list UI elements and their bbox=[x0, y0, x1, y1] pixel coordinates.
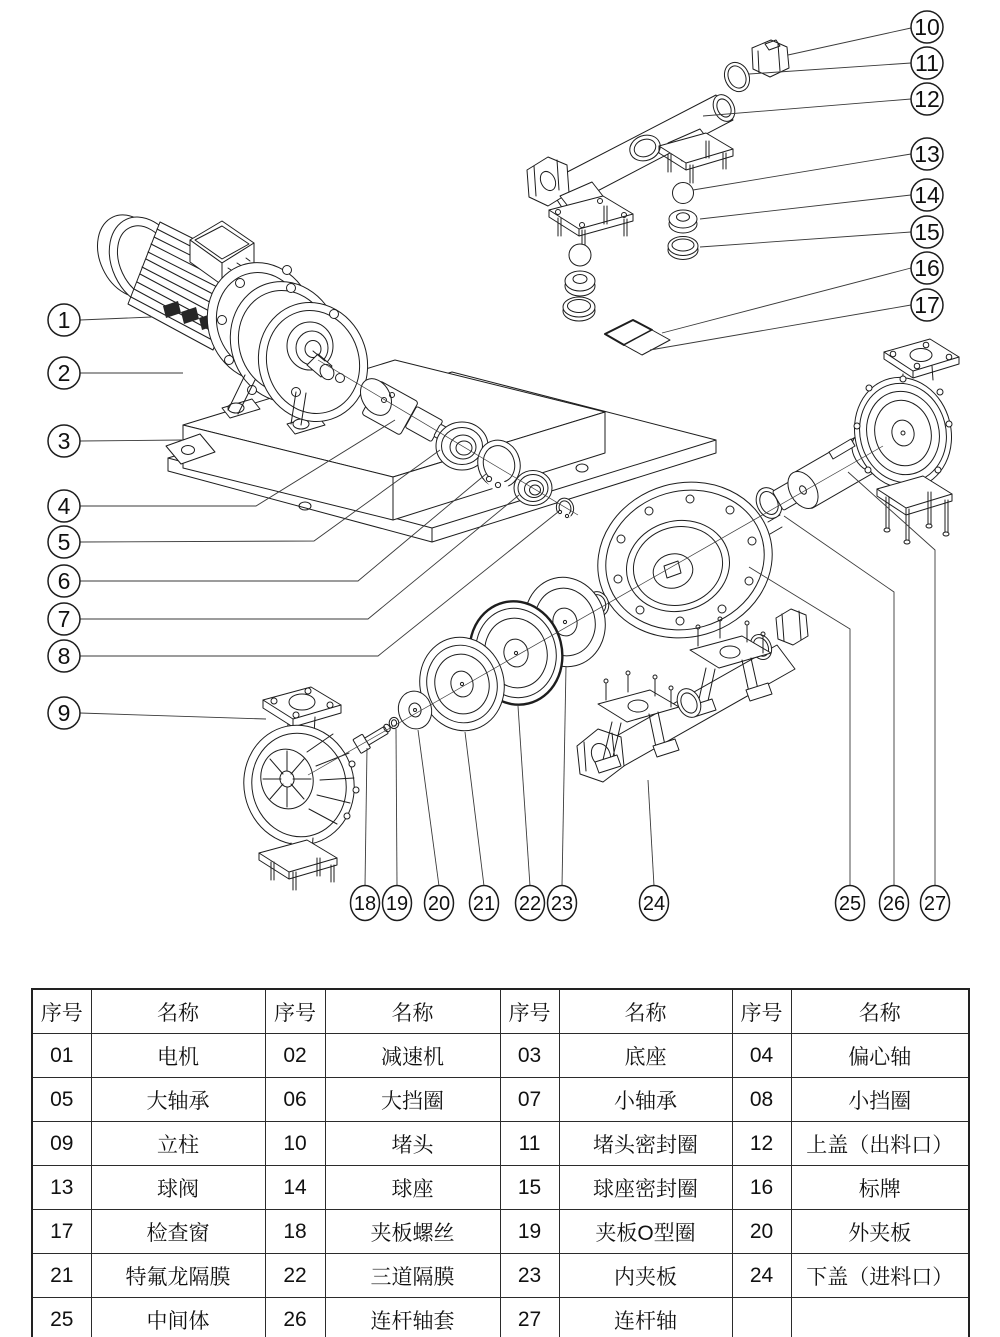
callout-18-label: 18 bbox=[353, 893, 377, 915]
part-name: 连杆轴 bbox=[559, 1298, 732, 1337]
part-name: 减速机 bbox=[325, 1034, 500, 1078]
callout-7-label: 7 bbox=[57, 606, 71, 632]
part-number: 17 bbox=[32, 1210, 91, 1254]
callout-9 bbox=[48, 697, 80, 729]
callout-13-label: 13 bbox=[914, 141, 940, 167]
part-number: 03 bbox=[500, 1034, 559, 1078]
callout-9-label: 9 bbox=[57, 700, 71, 726]
table-row bbox=[32, 1254, 969, 1298]
table-row bbox=[32, 1210, 969, 1254]
part-number: 23 bbox=[500, 1254, 559, 1298]
part-name: 连杆轴套 bbox=[325, 1298, 500, 1337]
table-row bbox=[32, 1298, 969, 1337]
callout-6 bbox=[48, 565, 80, 597]
callout-4-label: 4 bbox=[57, 493, 71, 519]
part-name: 下盖（进料口） bbox=[791, 1254, 969, 1298]
part-name: 大轴承 bbox=[91, 1078, 265, 1122]
part-name: 标牌 bbox=[791, 1166, 969, 1210]
ball-seat-right-drawing bbox=[669, 210, 697, 233]
part-name: 中间体 bbox=[91, 1298, 265, 1337]
part-name: 堵头密封圈 bbox=[559, 1122, 732, 1166]
callout-1-label: 1 bbox=[57, 307, 71, 333]
callout-22 bbox=[516, 886, 545, 921]
col-header-number: 序号 bbox=[265, 989, 325, 1034]
col-header-number: 序号 bbox=[732, 989, 791, 1034]
part-number: 16 bbox=[732, 1166, 791, 1210]
part-name: 底座 bbox=[559, 1034, 732, 1078]
seat-seal-right-drawing bbox=[668, 237, 698, 260]
part-number: 07 bbox=[500, 1078, 559, 1122]
part-name: 偏心轴 bbox=[791, 1034, 969, 1078]
part-number: 27 bbox=[500, 1298, 559, 1337]
small-retaining-ring-drawing bbox=[554, 496, 576, 520]
part-number: 09 bbox=[32, 1122, 91, 1166]
callout-22-label: 22 bbox=[518, 893, 542, 915]
callout-13 bbox=[911, 138, 943, 170]
callout-16-label: 16 bbox=[914, 255, 940, 281]
callout-10-label: 10 bbox=[914, 14, 940, 40]
callout-11-label: 11 bbox=[915, 50, 939, 76]
callout-19-label: 19 bbox=[385, 893, 409, 915]
callout-11 bbox=[911, 47, 943, 79]
table-row bbox=[32, 1122, 969, 1166]
part-name: 电机 bbox=[91, 1034, 265, 1078]
part-name: 夹板螺丝 bbox=[325, 1210, 500, 1254]
part-name: 小轴承 bbox=[559, 1078, 732, 1122]
ball-valve-right-drawing bbox=[673, 183, 694, 204]
part-name: 堵头 bbox=[325, 1122, 500, 1166]
callout-19 bbox=[383, 886, 412, 921]
callout-1 bbox=[48, 304, 80, 336]
right-pump-head-drawing bbox=[843, 339, 963, 544]
part-number: 25 bbox=[32, 1298, 91, 1337]
callout-23 bbox=[548, 886, 577, 921]
part-number: 26 bbox=[265, 1298, 325, 1337]
left-pump-head-drawing bbox=[233, 687, 366, 890]
callout-24-label: 24 bbox=[642, 893, 666, 915]
seat-seal-left-drawing bbox=[563, 297, 595, 321]
col-header-name: 名称 bbox=[325, 989, 500, 1034]
callout-14 bbox=[911, 179, 943, 211]
col-header-name: 名称 bbox=[559, 989, 732, 1034]
callout-12-label: 12 bbox=[914, 86, 940, 112]
part-number: 08 bbox=[732, 1078, 791, 1122]
callout-24 bbox=[640, 886, 669, 921]
callout-5 bbox=[48, 526, 80, 558]
ball-valve-left-drawing bbox=[569, 244, 591, 266]
callout-17-label: 17 bbox=[914, 292, 940, 318]
part-name: 大挡圈 bbox=[325, 1078, 500, 1122]
callout-16 bbox=[911, 252, 943, 284]
callout-3 bbox=[48, 425, 80, 457]
part-name: 内夹板 bbox=[559, 1254, 732, 1298]
part-name: 球阀 bbox=[91, 1166, 265, 1210]
callout-15-label: 15 bbox=[914, 219, 940, 245]
part-name bbox=[791, 1298, 969, 1337]
callout-4 bbox=[48, 490, 80, 522]
part-name: 球座密封圈 bbox=[559, 1166, 732, 1210]
part-number: 19 bbox=[500, 1210, 559, 1254]
part-number: 04 bbox=[732, 1034, 791, 1078]
part-number: 20 bbox=[732, 1210, 791, 1254]
callout-6-label: 6 bbox=[57, 568, 71, 594]
callout-2 bbox=[48, 357, 80, 389]
callout-21 bbox=[470, 886, 499, 921]
part-name: 上盖（出料口） bbox=[791, 1122, 969, 1166]
callout-8 bbox=[48, 640, 80, 672]
part-number: 12 bbox=[732, 1122, 791, 1166]
col-header-number: 序号 bbox=[32, 989, 91, 1034]
part-number: 18 bbox=[265, 1210, 325, 1254]
callout-26-label: 26 bbox=[882, 893, 906, 915]
part-name: 检查窗 bbox=[91, 1210, 265, 1254]
part-name: 三道隔膜 bbox=[325, 1254, 500, 1298]
callout-18 bbox=[351, 886, 380, 921]
callout-3-label: 3 bbox=[57, 428, 71, 454]
callout-20-label: 20 bbox=[427, 893, 451, 915]
part-number: 22 bbox=[265, 1254, 325, 1298]
part-name: 球座 bbox=[325, 1166, 500, 1210]
callout-23-label: 23 bbox=[550, 893, 574, 915]
callout-12 bbox=[911, 83, 943, 115]
part-name: 特氟龙隔膜 bbox=[91, 1254, 265, 1298]
callout-27 bbox=[921, 886, 950, 921]
col-header-number: 序号 bbox=[500, 989, 559, 1034]
callout-7 bbox=[48, 603, 80, 635]
callout-21-label: 21 bbox=[472, 893, 496, 915]
part-number: 15 bbox=[500, 1166, 559, 1210]
part-number: 24 bbox=[732, 1254, 791, 1298]
part-number: 13 bbox=[32, 1166, 91, 1210]
table-row bbox=[32, 1078, 969, 1122]
part-name: 夹板O型圈 bbox=[559, 1210, 732, 1254]
parts-table bbox=[31, 988, 970, 1337]
plug-seal-drawing bbox=[720, 58, 754, 95]
part-number: 02 bbox=[265, 1034, 325, 1078]
col-header-name: 名称 bbox=[791, 989, 969, 1034]
callout-25 bbox=[836, 886, 865, 921]
part-number: 05 bbox=[32, 1078, 91, 1122]
callout-5-label: 5 bbox=[57, 529, 71, 555]
callout-15 bbox=[911, 216, 943, 248]
callout-8-label: 8 bbox=[57, 643, 71, 669]
callout-27-label: 27 bbox=[923, 893, 947, 915]
table-row bbox=[32, 1034, 969, 1078]
callout-14-label: 14 bbox=[914, 182, 940, 208]
callout-20 bbox=[425, 886, 454, 921]
callout-10 bbox=[911, 11, 943, 43]
ball-seat-left-drawing bbox=[565, 271, 595, 296]
callout-26 bbox=[880, 886, 909, 921]
col-header-name: 名称 bbox=[91, 989, 265, 1034]
clamp-o-ring-drawing bbox=[389, 717, 399, 728]
upper-manifold-drawing bbox=[527, 91, 739, 248]
part-number: 14 bbox=[265, 1166, 325, 1210]
part-name: 立柱 bbox=[91, 1122, 265, 1166]
table-header-row bbox=[32, 989, 969, 1034]
part-number bbox=[732, 1298, 791, 1337]
table-row bbox=[32, 1166, 969, 1210]
part-name: 外夹板 bbox=[791, 1210, 969, 1254]
part-number: 01 bbox=[32, 1034, 91, 1078]
part-number: 21 bbox=[32, 1254, 91, 1298]
part-name: 小挡圈 bbox=[791, 1078, 969, 1122]
part-number: 06 bbox=[265, 1078, 325, 1122]
part-number: 11 bbox=[500, 1122, 559, 1166]
callout-25-label: 25 bbox=[838, 893, 862, 915]
part-number: 10 bbox=[265, 1122, 325, 1166]
callout-17 bbox=[911, 289, 943, 321]
callout-2-label: 2 bbox=[57, 360, 71, 386]
